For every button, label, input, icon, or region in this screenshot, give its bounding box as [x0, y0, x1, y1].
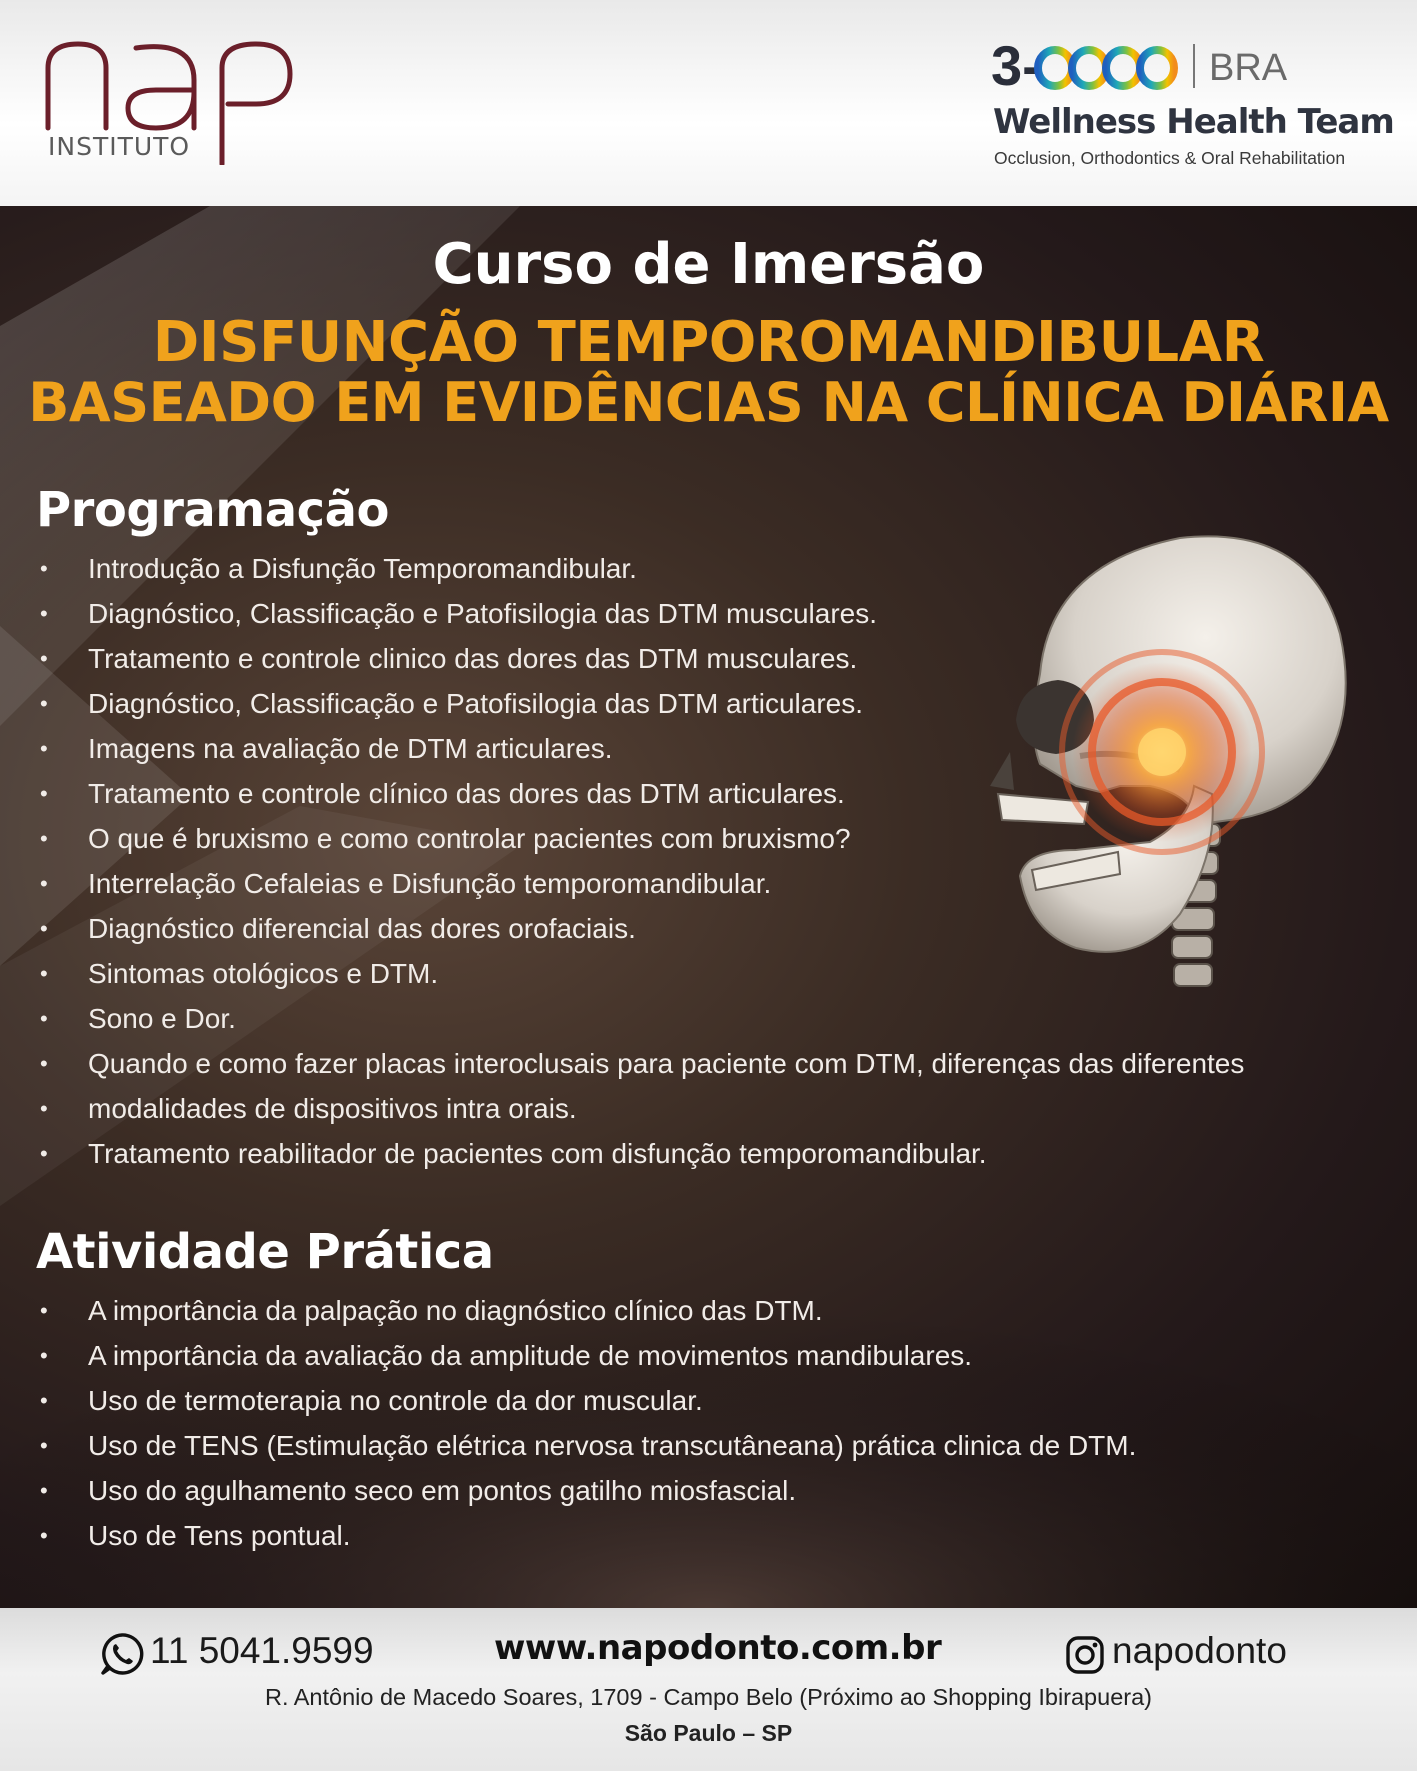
atividade-item-text: Uso de Tens pontual.	[88, 1520, 351, 1551]
programacao-item-text: Tratamento e controle clinico das dores das DTM musculares.	[88, 643, 858, 674]
programacao-item-text: Imagens na avaliação de DTM articulares.	[88, 733, 613, 764]
bullet-icon: •	[40, 1523, 48, 1548]
programacao-item	[36, 1131, 1244, 1176]
bullet-icon: •	[40, 1433, 48, 1458]
programacao-item-text: Diagnóstico, Classificação e Patofisilogia das DTM musculares.	[88, 598, 877, 629]
atividade-item-text: A importância da avaliação da amplitude de movimentos mandibulares.	[88, 1340, 973, 1371]
bullet-icon: •	[40, 556, 48, 581]
atividade-item-text: A importância da palpação no diagnóstico clínico das DTM.	[88, 1295, 823, 1326]
programacao-item-text: Tratamento e controle clínico das dores das DTM articulares.	[88, 778, 845, 809]
programacao-item-text: Sintomas otológicos e DTM.	[88, 958, 439, 989]
course-title-line-1: DISFUNÇÃO TEMPOROMANDIBULAR	[152, 310, 1265, 375]
address: R. Antônio de Macedo Soares, 1709 - Campo Belo (Próximo ao Shopping Ibirapuera)	[265, 1684, 1152, 1710]
partner-logo-tagline: Occlusion, Orthodontics & Oral Rehabilitation	[994, 148, 1346, 168]
programacao-item	[36, 1041, 1244, 1086]
logo-separator	[1193, 44, 1195, 88]
atividade-item	[36, 1423, 1136, 1468]
atividade-item-text: Uso de termoterapia no controle da dor muscular.	[88, 1385, 703, 1416]
website-link[interactable]: www.napodonto.com.br	[494, 1628, 942, 1668]
bullet-icon: •	[40, 1006, 48, 1031]
whatsapp-icon	[100, 1632, 144, 1676]
atividade-item	[36, 1378, 1136, 1423]
bullet-icon: •	[40, 1051, 48, 1076]
instagram-handle: napodonto	[1112, 1630, 1287, 1671]
bullet-icon: •	[40, 1096, 48, 1121]
bullet-icon: •	[40, 826, 48, 851]
partner-logo-name: Wellness Health Team	[993, 102, 1394, 142]
bullet-icon: •	[40, 1388, 48, 1413]
programacao-item	[36, 1086, 1244, 1131]
bullet-icon: •	[40, 916, 48, 941]
atividade-heading: Atividade Prática	[36, 1224, 494, 1280]
logo-instituto-text: INSTITUTO	[48, 132, 191, 161]
bullet-icon: •	[40, 961, 48, 986]
footer	[0, 1608, 1417, 1771]
bullet-icon: •	[40, 1141, 48, 1166]
partner-logo-number: 3-	[991, 34, 1041, 97]
infinity-rings-icon	[1033, 42, 1181, 94]
programacao-item-text: Interrelação Cefaleias e Disfunção temporomandibular.	[88, 868, 772, 899]
programacao-item-text: Introdução a Disfunção Temporomandibular.	[88, 553, 637, 584]
phone-number: 11 5041.9599	[150, 1630, 374, 1671]
programacao-item-text: Diagnóstico diferencial das dores orofaciais.	[88, 913, 636, 944]
programacao-item-text: Diagnóstico, Classificação e Patofisilogia das DTM articulares.	[88, 688, 863, 719]
skull-illustration	[980, 524, 1380, 1004]
bullet-icon: •	[40, 1478, 48, 1503]
bullet-icon: •	[40, 736, 48, 761]
atividade-list	[36, 1288, 1136, 1558]
bullet-icon: •	[40, 871, 48, 896]
programacao-item-text: Quando e como fazer placas interoclusais para paciente com DTM, diferenças das diferentes	[88, 1048, 1245, 1079]
partner-logo	[991, 34, 1394, 176]
atividade-item-text: Uso de TENS (Estimulação elétrica nervosa transcutâneana) prática clinica de DTM.	[88, 1430, 1137, 1461]
atividade-item-text: Uso do agulhamento seco em pontos gatilho miosfascial.	[88, 1475, 797, 1506]
bullet-icon: •	[40, 1343, 48, 1368]
partner-logo-region: BRA	[1209, 47, 1288, 89]
atividade-item	[36, 1333, 1136, 1378]
course-title-line-2: BASEADO EM EVIDÊNCIAS NA CLÍNICA DIÁRIA	[28, 371, 1389, 434]
atividade-item	[36, 1468, 1136, 1513]
bullet-icon: •	[40, 601, 48, 626]
programacao-item-text: Tratamento reabilitador de pacientes com disfunção temporomandibular.	[88, 1138, 987, 1169]
programacao-heading: Programação	[36, 482, 389, 538]
programacao-item-text: modalidades de dispositivos intra orais.	[88, 1093, 577, 1124]
city: São Paulo – SP	[624, 1720, 793, 1746]
course-type-title: Curso de Imersão	[432, 232, 985, 297]
programacao-item-text: O que é bruxismo e como controlar pacientes com bruxismo?	[88, 823, 851, 854]
bullet-icon: •	[40, 1298, 48, 1323]
atividade-item	[36, 1288, 1136, 1333]
bullet-icon: •	[40, 646, 48, 671]
main-content	[0, 206, 1417, 1608]
programacao-item-text: Sono e Dor.	[88, 1003, 236, 1034]
bullet-icon: •	[40, 691, 48, 716]
header	[0, 0, 1417, 206]
atividade-item	[36, 1513, 1136, 1558]
instagram-icon	[1066, 1636, 1104, 1674]
bullet-icon: •	[40, 781, 48, 806]
skull-tmj-pain-image	[980, 524, 1380, 1004]
